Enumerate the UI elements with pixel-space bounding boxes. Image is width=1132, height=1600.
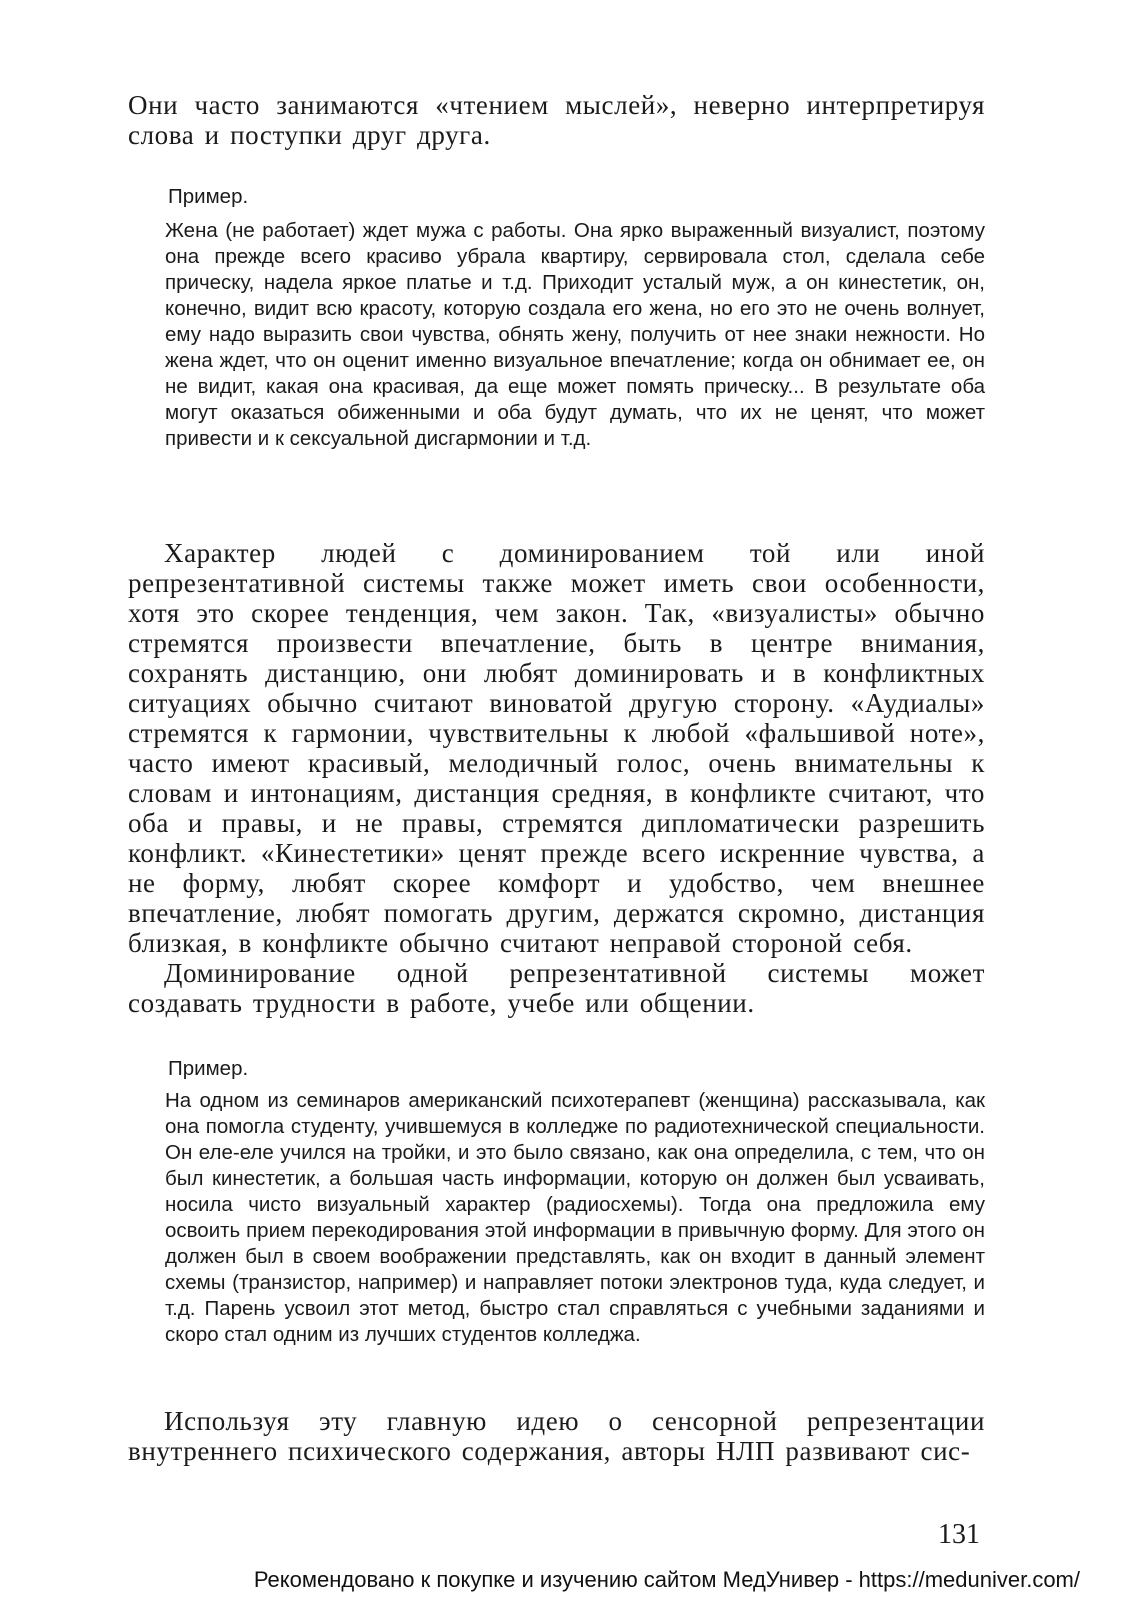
example-text-2: На одном из семинаров американский психотерапевт (женщина) рассказывала, как она помогла студенту, учившемуся в колледже по радиотехнической специальности. Он еле-еле учился на тройки, и это было связано, как она определила, с тем, что он был кинестетик, а большая часть информации, которую он должен был усваивать, носила чисто визуальный характер (радиосхемы). Тогда она предложила ему освоить прием перекодирования этой информации в привычную форму. Для этого он должен был в своем воображении представлять, как он входит в данный элемент схемы (транзистор, например) и направляет потоки электронов туда, куда следует, и т.д. Парень усвоил этот метод, быстро стал справляться с учебными заданиями и скоро стал одним из лучших студентов колледжа. [165,1089,985,1346]
example-label-1: Пример. [168,185,249,208]
footer-note: Рекомендовано к покупке и изучению сайтом МедУнивер - https://meduniver.com/ [253,1567,1080,1592]
body-paragraph-4: Используя эту главную идею о сенсорной репрезентации внутреннего психического содержания, авторы НЛП развивают сис- [128,1406,985,1466]
body-paragraph-2: Характер людей с доминированием той или иной репрезентативной системы также может иметь свои особенности, хотя это скорее тенденция, чем закон. Так, «визуалисты» обычно стремятся произвести впечатление, быть в центре внимания, сохранять дистанцию, они любят доминировать и в конфликтных ситуациях обычно считают виноватой другую сторону. «Аудиалы» стремятся к гармонии, чувствительны к любой «фальшивой ноте», часто имеют красивый, мелодичный голос, очень внимательны к словам и интонациям, дистанция средняя, в конфликте считают, что оба и правы, и не правы, стремятся дипломатически разрешить конфликт. «Кинестетики» ценят прежде всего искренние чувства, а не форму, любят скорее комфорт и удобство, чем внешнее впечатление, любят помогать другим, держатся скромно, дистанция близкая, в конфликте обычно считают неправой стороной себя. [128,538,985,958]
example-label-2: Пример. [168,1057,249,1080]
body-paragraph-1: Они часто занимаются «чтением мыслей», неверно интерпретируя слова и поступки друг друга. [128,90,985,150]
page-number: 131 [938,1519,980,1550]
example-text-1: Жена (не работает) ждет мужа с работы. Она ярко выраженный визуалист, поэтому она прежде всего красиво убрала квартиру, сервировала стол, сделала себе прическу, надела яркое платье и т.д. Приходит усталый муж, а он кинестетик, он, конечно, видит всю красоту, которую создала его жена, но его это не очень волнует, ему надо выразить свои чувства, обнять жену, получить от нее знаки нежности. Но жена ждет, что он оценит именно визуальное впечатление; когда он обнимает ее, он не видит, какая она красивая, да еще может помять прическу... В результате оба могут оказаться обиженными и оба будут думать, что их не ценят, что может привести и к сексуальной дисгармонии и т.д. [165,219,985,450]
body-paragraph-3: Доминирование одной репрезентативной системы может создавать трудности в работе, учебе или общении. [128,958,985,1018]
